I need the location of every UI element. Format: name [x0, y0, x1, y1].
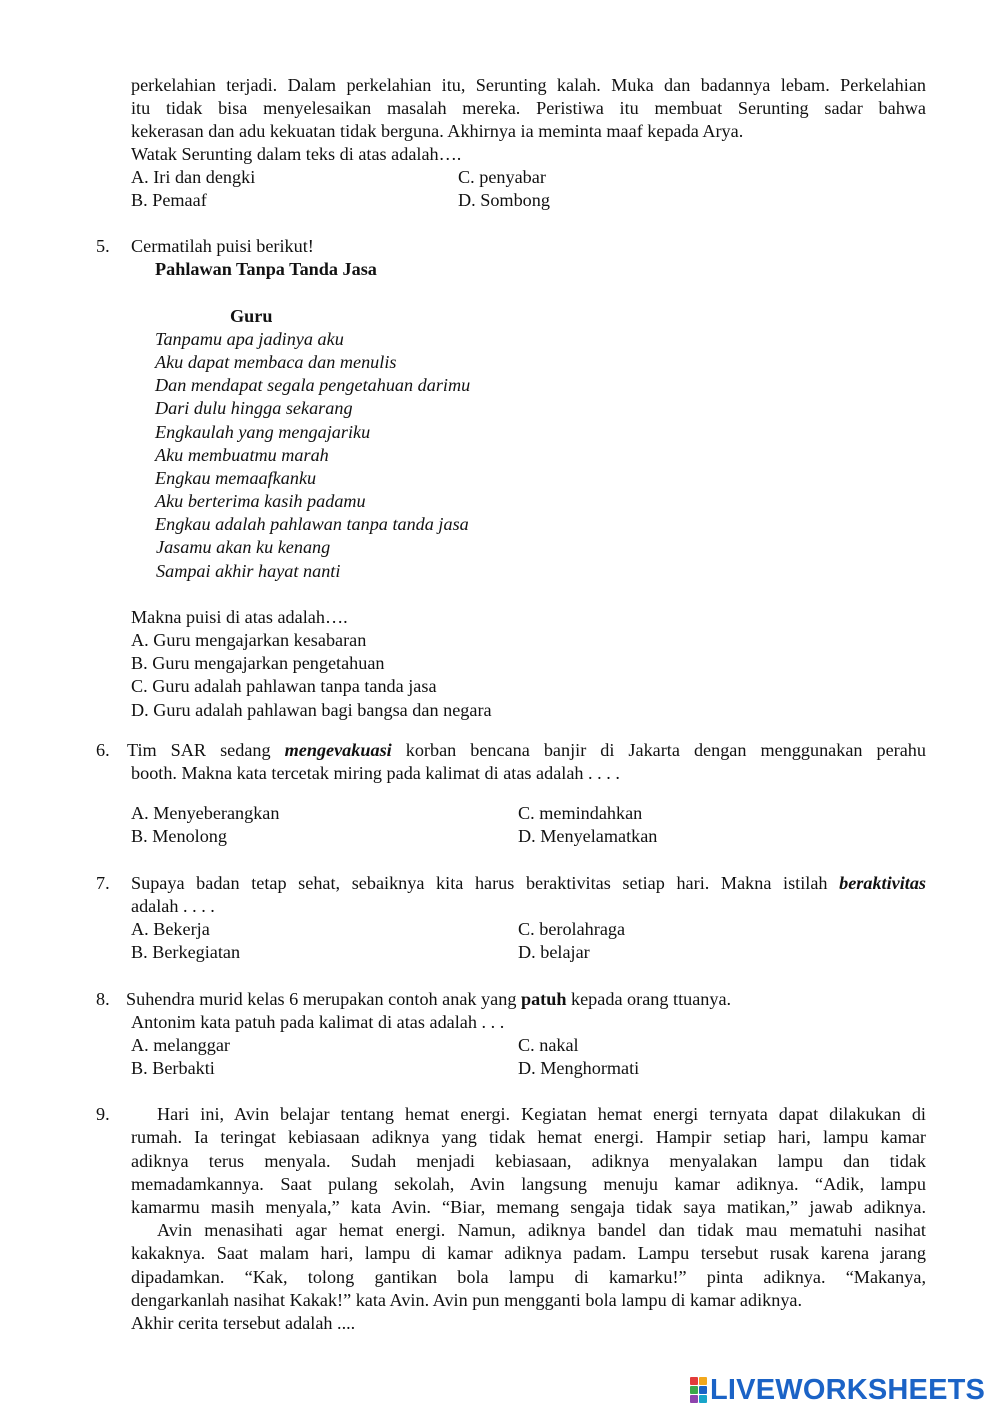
q8-emphasis-word: patuh [520, 989, 567, 1009]
logo-square-3 [690, 1386, 698, 1394]
q8-option-b[interactable]: B. Berbakti [131, 1058, 215, 1078]
logo-square-5 [690, 1395, 698, 1403]
q6-option-d[interactable]: D. Menyelamatkan [518, 826, 658, 846]
q5-option-c[interactable]: C. Guru adalah pahlawan tanpa tanda jasa [131, 676, 437, 696]
q9-passage-line-4: memadamkannya. Saat pulang sekolah, Avin langsung menuju kamar adiknya. “Adik, lampu [131, 1174, 926, 1194]
liveworksheets-logo-icon [690, 1377, 707, 1403]
poem-line-7: Engkau memaafkanku [155, 468, 317, 488]
logo-text: LIVEWORKSHEETS [710, 1373, 986, 1406]
poem-line-5: Engkaulah yang mengajariku [155, 422, 371, 442]
poem-line-11: Sampai akhir hayat nanti [156, 561, 341, 581]
q7-line-1-start: Supaya badan tetap sehat, sebaiknya kita harus beraktivitas setiap hari. Makna istilah [131, 873, 840, 893]
q8-number: 8. [96, 989, 110, 1009]
logo-square-1 [690, 1377, 698, 1385]
poem-line-2: Aku dapat membaca dan menulis [155, 352, 397, 372]
q9-passage-line-2: rumah. Ia teringat kebiasaan adiknya yang tidak hemat energi. Hampir setiap hari, lampu kamar [131, 1127, 926, 1147]
poem-title: Pahlawan Tanpa Tanda Jasa [155, 259, 377, 279]
q9-question: Akhir cerita tersebut adalah .... [131, 1313, 356, 1333]
q7-option-c[interactable]: C. berolahraga [518, 919, 626, 939]
poem-line-8: Aku berterima kasih padamu [155, 491, 366, 511]
q5-question: Makna puisi di atas adalah…. [131, 607, 348, 627]
q9-passage-line-3: adiknya terus menyala. Sudah menjadi kebiasaan, adiknya menyalakan lampu dan tidak [131, 1151, 926, 1171]
q9-passage-line-9: dengarkanlah nasihat Kakak!” kata Avin. Avin pun mengganti bola lampu di kamar adiknya. [131, 1290, 803, 1310]
q4-option-c[interactable]: C. penyabar [458, 167, 546, 187]
q4-question: Watak Serunting dalam teks di atas adalah…. [131, 144, 462, 164]
q5-intro: Cermatilah puisi berikut! [131, 236, 314, 256]
q5-option-b[interactable]: B. Guru mengajarkan pengetahuan [131, 653, 385, 673]
q6-number: 6. [96, 740, 110, 760]
poem-line-4: Dari dulu hingga sekarang [155, 398, 353, 418]
q6-option-c[interactable]: C. memindahkan [518, 803, 643, 823]
logo-square-4 [699, 1386, 707, 1394]
q8-option-d[interactable]: D. Menghormati [518, 1058, 640, 1078]
q4-option-d[interactable]: D. Sombong [458, 190, 550, 210]
q7-line-1 [131, 874, 926, 892]
q6-option-a[interactable]: A. Menyeberangkan [131, 803, 280, 823]
q9-number: 9. [96, 1104, 110, 1124]
poem-line-9: Engkau adalah pahlawan tanpa tanda jasa [155, 514, 469, 534]
q8-option-a[interactable]: A. melanggar [131, 1035, 230, 1055]
liveworksheets-logo [690, 1374, 985, 1406]
q4-option-a[interactable]: A. Iri dan dengki [131, 167, 256, 187]
q7-option-a[interactable]: A. Bekerja [131, 919, 210, 939]
q4-passage-line-3: kekerasan dan adu kekuatan tidak berguna. Akhirnya ia meminta maaf kepada Arya. [131, 121, 744, 141]
q8-line-1-start: Suhendra murid kelas 6 merupakan contoh anak yang [126, 989, 521, 1009]
q5-option-a[interactable]: A. Guru mengajarkan kesabaran [131, 630, 367, 650]
q9-passage-line-7: kakaknya. Saat malam hari, lampu di kamar adiknya padam. Lampu tersebut rusak karena jarang [131, 1243, 926, 1263]
q6-line-1 [127, 741, 926, 759]
q6-line-1-start: Tim SAR sedang [127, 740, 285, 760]
q7-option-b[interactable]: B. Berkegiatan [131, 942, 241, 962]
q8-line-1 [126, 990, 731, 1008]
q7-number: 7. [96, 873, 110, 893]
q7-emphasis-word: beraktivitas [839, 873, 926, 893]
q8-line-2: Antonim kata patuh pada kalimat di atas adalah . . . [131, 1012, 505, 1032]
q8-option-c[interactable]: C. nakal [518, 1035, 579, 1055]
poem-line-1: Tanpamu apa jadinya aku [155, 329, 344, 349]
logo-square-6 [699, 1395, 707, 1403]
q9-passage-line-1: Hari ini, Avin belajar tentang hemat energi. Kegiatan hemat energi ternyata dapat dilakukan di [157, 1104, 926, 1124]
q4-passage-line-2: itu tidak bisa menyelesaikan masalah mereka. Peristiwa itu membuat Serunting sadar bahwa [131, 98, 926, 118]
poem-line-3: Dan mendapat segala pengetahuan darimu [155, 375, 471, 395]
poem-line-6: Aku membuatmu marah [155, 445, 329, 465]
q6-option-b[interactable]: B. Menolong [131, 826, 227, 846]
q4-passage-line-1: perkelahian terjadi. Dalam perkelahian itu, Serunting kalah. Muka dan badannya lebam. Perkelahian [131, 75, 926, 95]
q6-line-2: booth. Makna kata tercetak miring pada kalimat di atas adalah . . . . [131, 763, 620, 783]
q5-number: 5. [96, 236, 110, 256]
q6-line-1-end: korban bencana banjir di Jakarta dengan menggunakan perahu [391, 740, 926, 760]
q4-option-b[interactable]: B. Pemaaf [131, 190, 207, 210]
q9-passage-line-5: kamarmu masih menyala,” kata Avin. “Biar, memang sengaja tidak saya matikan,” jawab adiknya. [131, 1197, 926, 1217]
poem-subtitle: Guru [230, 306, 273, 326]
q5-option-d[interactable]: D. Guru adalah pahlawan bagi bangsa dan negara [131, 700, 492, 720]
logo-square-2 [699, 1377, 707, 1385]
poem-line-10: Jasamu akan ku kenang [156, 537, 331, 557]
q7-line-2: adalah . . . . [131, 896, 215, 916]
q6-emphasis-word: mengevakuasi [284, 740, 392, 760]
q9-passage-line-8: dipadamkan. “Kak, tolong gantikan bola lampu di kamarku!” pinta adiknya. “Makanya, [131, 1267, 926, 1287]
q8-line-1-end: kepada orang ttuanya. [566, 989, 732, 1009]
q7-option-d[interactable]: D. belajar [518, 942, 590, 962]
q9-passage-line-6: Avin menasihati agar hemat energi. Namun, adiknya bandel dan tidak mau mematuhi nasihat [157, 1220, 926, 1240]
